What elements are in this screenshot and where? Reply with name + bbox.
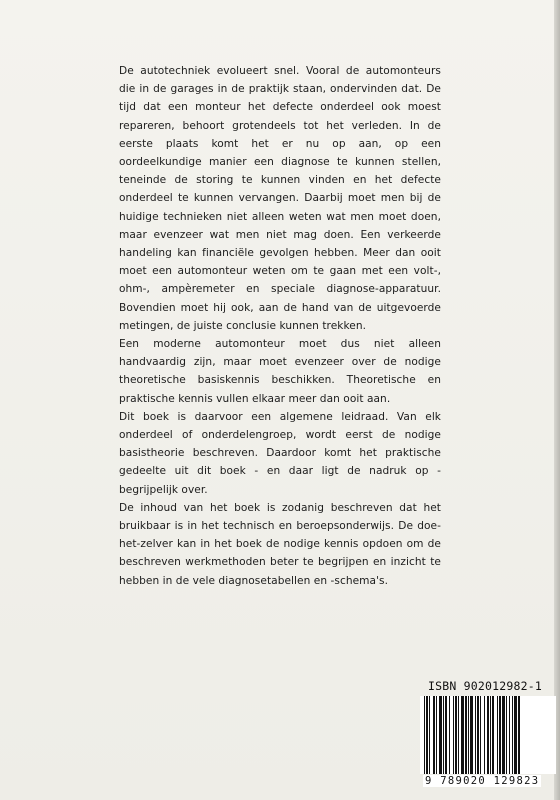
barcode-block (420, 678, 556, 790)
blurb-paragraph-1: De autotechniek evolueert snel. Vooral de automonteurs die in de garages in de praktijk staan, ondervinden dat. De tijd dat een monteur het defecte onderdeel ook moest repareren, behoort grotendeels tot het verleden. In de eerste plaats komt het er nu op aan, op een oordeelkundige manier een diagnose te kunnen stellen, teneinde de storing te kunnen vinden en het defecte onderdeel te kunnen vervangen. Daarbij moet men bij de huidige technieken niet alleen weten wat men moet doen, maar evenzeer wat men niet mag doen. Een verkeerde handeling kan financiële gevolgen hebben. Meer dan ooit moet een automonteur weten om te gaan met een volt-, ohm-, ampèremeter en speciale diagnose-apparatuur. Bovendien moet hij ook, aan de hand van de uitgevoerde metingen, de juiste conclusie kunnen trekken. (119, 65, 441, 332)
ean-digits: 9 789020 129823 (425, 775, 540, 787)
blurb-paragraph-3: Dit boek is daarvoor een algemene leidraad. Van elk onderdeel of onderdelengroep, wordt eerst de nodige basistheorie beschreven. Daardoor komt het praktische gedeelte uit dit boek - en daar ligt de nadruk op - begrijpelijk over. (119, 410, 441, 496)
blurb-paragraph-2: Een moderne automonteur moet dus niet alleen handvaardig zijn, maar moet evenzeer over de nodige theoretische basiskennis beschikken. Theoretische en praktische kennis vullen elkaar meer dan ooit aan. (119, 338, 441, 405)
isbn-label: ISBN 902012982-1 (428, 679, 542, 693)
barcode-icon (420, 696, 556, 774)
blurb-paragraph-4: De inhoud van het boek is zodanig beschreven dat het bruikbaar is in het technisch en beroepsonderwijs. De doe-het-zelver kan in het boek de nodige kennis opdoen om de beschreven werkmethoden beter te begrijpen en inzicht te hebben in de vele diagnosetabellen en -schema's. (119, 501, 441, 587)
back-cover-blurb (119, 62, 441, 590)
